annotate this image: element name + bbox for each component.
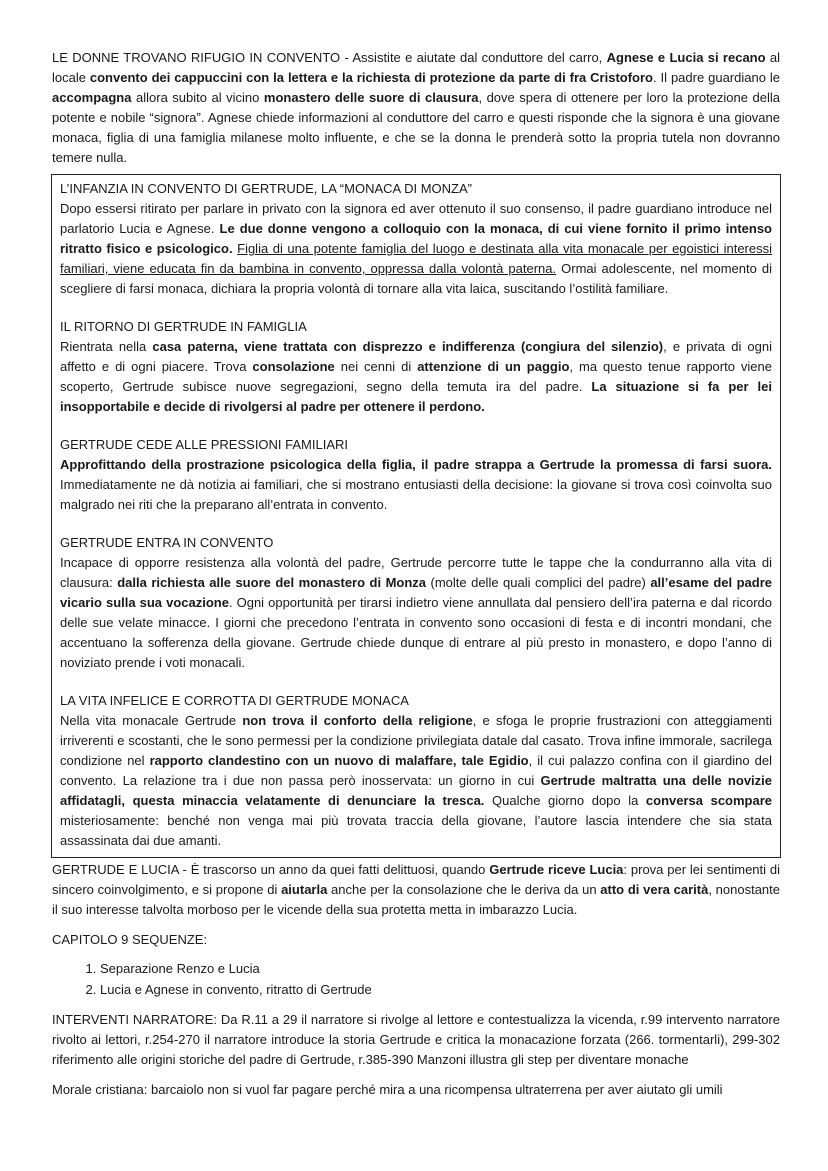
body-text: Incapace di opporre resistenza alla volontà del padre, Gertrude percorre tutte le tappe che la condurranno alla vita di clausura: [60, 555, 772, 590]
section-body [60, 199, 772, 299]
interventi-paragraph: INTERVENTI NARRATORE: Da R.11 a 29 il narratore si rivolge al lettore e contestualizza la vicenda, r.99 intervento narratore rivolto ai lettori, r.254-270 il narratore introduce la storia Gertrude e critica la monacazione forzata (266. tormentarli), 299-302 riferimento alle origini storiche del padre di Gertrude, r.385-390 Manzoni illustra gli step per diventare monache [52, 1012, 780, 1067]
section-vita [60, 691, 772, 851]
intro-text: allora subito al vicino [131, 90, 264, 105]
body-text: GERTRUDE E LUCIA - È trascorso un anno da quei fatti delittuosi, quando [52, 862, 490, 877]
intro-bold: monastero delle suore di clausura [263, 90, 479, 105]
body-text: Dopo essersi ritirato per parlare in privato con la signora ed aver ottenuto il suo consenso, il padre guardiano introduce nel parlatorio Lucia e Agnese. [60, 201, 772, 236]
body-bold: rapporto clandestino con un nuovo di malaffare, tale Egidio [149, 753, 529, 768]
section-infanzia [60, 179, 772, 299]
body-text: (molte delle quali complici del padre) [426, 575, 651, 590]
body-bold: casa paterna, viene trattata con disprezzo e indifferenza (congiura del silenzio) [152, 339, 664, 354]
intro-bold: accompagna [52, 90, 132, 105]
body-bold: Gertrude riceve Lucia [489, 862, 624, 877]
body-text: Immediatamente ne dà notizia ai familiari, che si mostrano entusiasti della decisione: la giovane si trova così coinvolta suo malgrado nei riti che la preparano all’entrata in convento. [60, 477, 772, 512]
intro-bold: convento dei cappuccini con la lettera e la richiesta di protezione da parte di fra Cristoforo [89, 70, 653, 85]
body-text: , e sfoga le proprie frustrazioni con atteggiamenti irriverenti e scostanti, che le sono permessi per la condizione privilegiata datale dal casato. Trova infine immorale, sacrilega condizione nel [60, 713, 772, 768]
section-ritorno [60, 317, 772, 417]
body-bold: dalla richiesta alle suore del monastero di Monza [117, 575, 427, 590]
body-bold: Le due donne vengono a colloquio con la monaca, di cui viene fornito il primo intenso ritratto fisico e psicologico. [60, 221, 773, 256]
section-cede [60, 435, 772, 515]
body-text: , il cui palazzo confina con il giardino del convento. La relazione tra i due non passa però inosservata: un giorno in cui [60, 753, 772, 788]
body-text: : prova per lei sentimenti di sincero coinvolgimento, e si propone di [52, 862, 781, 897]
section-body [60, 553, 772, 673]
section-body [60, 711, 772, 851]
sequence-list [52, 958, 780, 1000]
body-underline: Figlia di una potente famiglia del luogo e destinata alla vita monacale per egoistici interessi familiari, viene educata fin da bambina in convento, oppressa dalla volontà paterna. [60, 241, 772, 276]
chapter-title: CAPITOLO 9 SEQUENZE: [52, 932, 208, 947]
section-body [60, 337, 772, 417]
body-text: nei cenni di [334, 359, 418, 374]
gertrude-box [51, 174, 781, 858]
document-page [52, 48, 780, 1100]
intro-text: LE DONNE TROVANO RIFUGIO IN CONVENTO - Assistite e aiutate dal conduttore del carro, [52, 50, 607, 65]
section-title: IL RITORNO DI GERTRUDE IN FAMIGLIA [60, 319, 307, 334]
body-text: anche per la consolazione che le deriva da un [327, 882, 601, 897]
section-body [60, 455, 772, 515]
body-bold: Approfittando della prostrazione psicologica della figlia, il padre strappa a Gertrude la promessa di farsi suora. [60, 457, 772, 472]
section-title: GERTRUDE CEDE ALLE PRESSIONI FAMILIARI [60, 437, 349, 452]
body-text: Nella vita monacale Gertrude [60, 713, 243, 728]
body-text: Qualche giorno dopo la [484, 793, 646, 808]
intro-paragraph [52, 48, 780, 168]
body-bold: conversa scompare [645, 793, 773, 808]
body-text: misteriosamente: benché non venga mai più trovata traccia della giovane, l’autore lascia intendere che sia stata assassinata dai due amanti. [60, 813, 772, 848]
intro-text: , dove spera di ottenere per loro la protezione della potente e nobile “signora”. Agnese chiede informazioni al conduttore del carro e questi risponde che la signora è una giovane monaca, figlia di una famiglia milanese molto influente, e che se la donna le prenderà sotto la propria tutela non dovranno temere nulla. [52, 90, 780, 165]
body-text: Ormai adolescente, nel momento di scegliere di farsi monaca, dichiara la propria volontà di tornare alla vita laica, suscitando l’ostilità familiare. [60, 261, 772, 296]
body-text: Rientrata nella [60, 339, 153, 354]
body-bold: all’esame del padre vicario sulla sua vocazione [60, 575, 772, 610]
body-text: , e privata di ogni affetto e di ogni piacere. Trova [60, 339, 772, 374]
body-text: , ma questo tenue rapporto viene scoperto, Gertrude subisce nuove segregazioni, segno della temuta ira del padre. [60, 359, 772, 394]
morale-paragraph: Morale cristiana: barcaiolo non si vuol far pagare perché mira a una ricompensa ultraterrena per aver aiutato gli umili [52, 1082, 723, 1097]
list-item: 2. Lucia e Agnese in convento, ritratto di Gertrude [100, 979, 780, 1000]
intro-bold: Agnese e Lucia si recano [606, 50, 766, 65]
body-bold: non trova il conforto della religione [242, 713, 473, 728]
gertrude-lucia-paragraph [52, 860, 780, 920]
body-text: , nonostante il suo interesse talvolta morboso per le vicende della sua protetta metta in imbarazzo Lucia. [52, 882, 780, 917]
body-bold: La situazione si fa per lei insopportabile e decide di rivolgersi al padre per ottenere il perdono. [60, 379, 772, 414]
body-bold: aiutarla [281, 882, 328, 897]
body-bold: consolazione [252, 359, 335, 374]
body-bold: attenzione di un paggio [417, 359, 570, 374]
section-entra [60, 533, 772, 673]
intro-text: . Il padre guardiano le [652, 70, 780, 85]
section-title: GERTRUDE ENTRA IN CONVENTO [60, 535, 274, 550]
section-title: L’INFANZIA IN CONVENTO DI GERTRUDE, LA “MONACA DI MONZA” [60, 181, 472, 196]
list-item: 1. Separazione Renzo e Lucia [100, 958, 780, 979]
section-title: LA VITA INFELICE E CORROTTA DI GERTRUDE MONACA [60, 693, 409, 708]
body-text: . Ogni opportunità per tirarsi indietro viene annullata dal pensiero dell’ira paterna e dal ricordo delle sue velate minacce. I giorni che precedono l’entrata in convento sono occasioni di festa e di incontri mondani, che accentuano la sofferenza della giovane. Gertrude chiede dunque di entrare al più presto in monastero, e dopo l’anno di noviziato prende i voti monacali. [60, 595, 772, 670]
intro-text: al locale [52, 50, 781, 85]
body-bold: atto di vera carità [600, 882, 709, 897]
body-bold: Gertrude maltratta una delle novizie affidatagli, questa minaccia velatamente di denunciare la tresca. [60, 773, 772, 808]
